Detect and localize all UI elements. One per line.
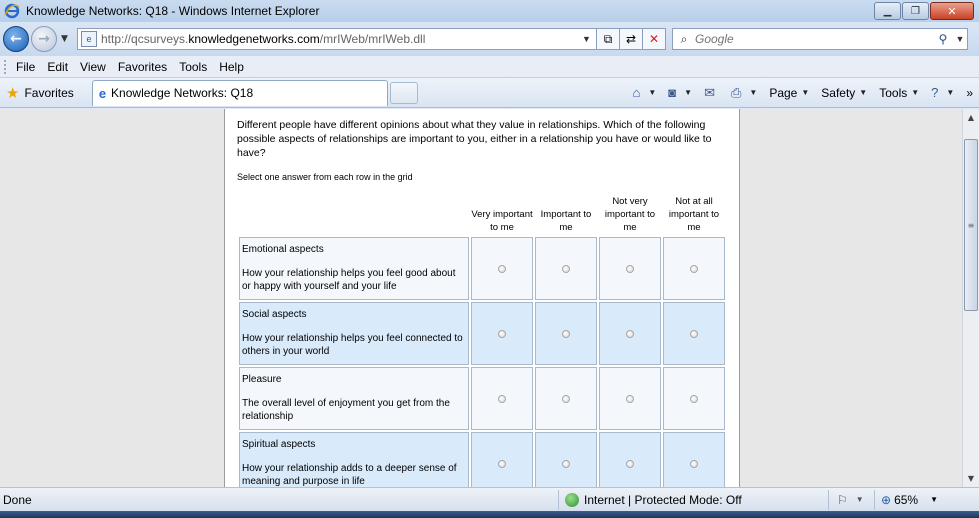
grid-cell[interactable]	[599, 432, 661, 487]
row-description: The overall level of enjoyment you get from the relationship	[242, 398, 450, 422]
radio-button[interactable]	[690, 265, 698, 273]
security-zone[interactable]	[558, 490, 828, 510]
home-icon: ⌂	[632, 85, 641, 100]
grid-row-pleasure	[239, 367, 725, 430]
forward-button[interactable]	[31, 26, 57, 52]
internet-explorer-icon	[4, 3, 20, 19]
radio-button[interactable]	[562, 460, 570, 468]
radio-button[interactable]	[690, 330, 698, 338]
row-label	[239, 302, 469, 365]
row-title: Spiritual aspects	[242, 439, 316, 450]
star-icon: ★	[6, 84, 20, 102]
refresh-icon: ⇄	[625, 32, 637, 46]
double-chevron-right-icon: »	[966, 85, 973, 100]
taskbar-strip	[0, 511, 979, 518]
window-controls	[873, 2, 974, 20]
stop-button[interactable]	[642, 28, 666, 50]
search-icon[interactable]: ⚲	[938, 32, 948, 46]
protected-mode-button[interactable]	[828, 490, 874, 510]
chevron-down-icon: ▼	[930, 495, 939, 504]
radio-button[interactable]	[562, 330, 570, 338]
grid-cell[interactable]	[535, 432, 597, 487]
menu-bar	[0, 56, 979, 78]
grid-cell[interactable]	[471, 237, 533, 300]
grid-cell[interactable]	[599, 367, 661, 430]
mail-button[interactable]	[704, 85, 719, 101]
favorites-label: Favorites	[24, 85, 74, 100]
grid-cell[interactable]	[535, 367, 597, 430]
search-provider-icon: ⌕	[680, 31, 688, 46]
survey-page	[224, 109, 740, 487]
url-prefix: http://qcsurveys.	[101, 32, 189, 46]
grid-cell[interactable]	[471, 432, 533, 487]
favorites-bar	[0, 78, 979, 108]
row-label	[239, 237, 469, 300]
printer-icon: ⎙	[730, 84, 742, 100]
compatibility-view-button[interactable]	[596, 28, 620, 50]
radio-button[interactable]	[498, 395, 506, 403]
grid-cell[interactable]	[663, 367, 725, 430]
zoom-control[interactable]	[874, 490, 938, 510]
row-description: How your relationship helps you feel good about or happy with yourself and your life	[242, 268, 456, 292]
zoom-level: 65%	[894, 492, 919, 507]
chevron-down-icon: ▼	[859, 88, 868, 97]
grid-cell[interactable]	[663, 432, 725, 487]
back-button[interactable]	[3, 26, 29, 52]
chevron-down-icon: ▼	[801, 88, 810, 97]
grid-cell[interactable]	[663, 302, 725, 365]
chevron-down-icon: ▼	[648, 88, 657, 97]
tab-ie-icon: e	[98, 85, 107, 101]
restore-button[interactable]: ❐	[902, 2, 929, 20]
minimize-button[interactable]: ▁	[874, 2, 901, 20]
row-label	[239, 432, 469, 487]
question-text: Different people have different opinions about what they value in relationships. Which of the following possible aspects of relationships are important to you, either in a relationship you have or would like to have?	[237, 119, 712, 159]
answer-grid	[237, 191, 727, 487]
grid-cell[interactable]	[535, 302, 597, 365]
radio-button[interactable]	[498, 460, 506, 468]
tab-title: Knowledge Networks: Q18	[111, 86, 254, 100]
vertical-scrollbar[interactable]	[962, 109, 979, 487]
column-header-not-very-important: Not very important to me	[604, 196, 656, 233]
search-options-icon[interactable]: ▼	[955, 34, 965, 44]
menu-file[interactable]: File	[16, 59, 36, 74]
refresh-button[interactable]	[619, 28, 643, 50]
new-tab-button[interactable]	[390, 82, 418, 104]
feeds-button[interactable]	[668, 85, 692, 100]
radio-button[interactable]	[562, 265, 570, 273]
grid-cell[interactable]	[535, 237, 597, 300]
menu-view[interactable]: View	[80, 59, 106, 74]
chevron-down-icon: ▼	[911, 88, 920, 97]
radio-button[interactable]	[626, 265, 634, 273]
chevron-down-icon: ▼	[855, 495, 864, 504]
stop-icon: ✕	[648, 32, 660, 46]
window-title: Knowledge Networks: Q18 - Windows Internet Explorer	[26, 4, 320, 18]
globe-icon	[565, 493, 579, 507]
row-title: Pleasure	[242, 374, 282, 385]
compatibility-icon: ⧉	[603, 31, 613, 46]
menu-help[interactable]: Help	[219, 59, 244, 74]
home-button[interactable]	[633, 85, 657, 100]
tab-active[interactable]	[92, 80, 388, 106]
close-button[interactable]: ✕	[930, 2, 974, 20]
grid-cell[interactable]	[663, 237, 725, 300]
instruction-text: Select one answer from each row in the grid	[237, 172, 413, 182]
radio-button[interactable]	[498, 265, 506, 273]
shield-icon: ⚐	[837, 492, 848, 507]
chevron-down-icon: ▼	[749, 88, 758, 97]
radio-button[interactable]	[562, 395, 570, 403]
scroll-up-icon[interactable]: ▲	[967, 113, 975, 122]
more-commands-button[interactable]	[966, 86, 973, 100]
back-arrow-icon: ←	[10, 31, 22, 47]
page-menu-label: Page	[769, 85, 798, 100]
address-bar	[0, 22, 979, 56]
safety-menu-label: Safety	[821, 85, 856, 100]
radio-button[interactable]	[498, 330, 506, 338]
menu-edit[interactable]: Edit	[47, 59, 69, 74]
url-domain: knowledgenetworks.com	[188, 32, 320, 46]
column-header-very-important: Very important to me	[471, 209, 533, 233]
tools-menu-label: Tools	[879, 85, 908, 100]
rss-icon: ◙	[668, 85, 677, 100]
grid-row-social	[239, 302, 725, 365]
scroll-down-icon[interactable]: ▼	[967, 474, 975, 483]
grip-icon: ≡	[967, 220, 975, 230]
tools-menu[interactable]	[879, 86, 919, 100]
help-icon: ?	[931, 85, 939, 100]
radio-button[interactable]	[690, 460, 698, 468]
command-bar	[621, 85, 973, 101]
grid-cell[interactable]	[599, 237, 661, 300]
history-dropdown-icon[interactable]: ▼	[61, 34, 68, 44]
forward-arrow-icon: →	[38, 31, 50, 47]
chevron-down-icon: ▼	[684, 88, 693, 97]
grid-corner	[239, 193, 469, 235]
title-bar	[0, 0, 979, 22]
column-header-important: Important to me	[540, 209, 592, 233]
search-box[interactable]	[672, 28, 968, 50]
safety-menu[interactable]	[821, 86, 867, 100]
chevron-down-icon: ▼	[946, 88, 955, 97]
page-viewport	[0, 109, 962, 487]
grid-cell[interactable]	[471, 302, 533, 365]
zoom-icon: ⊕	[881, 492, 892, 507]
radio-button[interactable]	[690, 395, 698, 403]
radio-button[interactable]	[626, 460, 634, 468]
column-header-not-at-all-important: Not at all important to me	[668, 196, 720, 233]
url-dropdown-icon[interactable]: ▼	[582, 34, 591, 44]
status-bar	[0, 487, 979, 511]
menu-favorites[interactable]: Favorites	[117, 59, 168, 74]
row-title: Emotional aspects	[242, 244, 324, 255]
page-menu[interactable]	[769, 86, 809, 100]
row-description: How your relationship adds to a deeper sense of meaning and purpose in life	[242, 463, 457, 487]
grid-row-spiritual	[239, 432, 725, 487]
status-text: Done	[3, 492, 32, 507]
radio-button[interactable]	[626, 330, 634, 338]
scroll-thumb[interactable]	[964, 139, 978, 311]
url-field[interactable]	[77, 28, 597, 50]
mail-icon: ✉	[704, 84, 715, 100]
row-label	[239, 367, 469, 430]
row-description: How your relationship helps you feel connected to others in your world	[242, 333, 463, 357]
page-icon: e	[81, 31, 97, 47]
url-path: /mrIWeb/mrIWeb.dll	[319, 32, 426, 46]
menu-tools[interactable]: Tools	[179, 59, 208, 74]
help-button[interactable]	[931, 85, 954, 100]
row-title: Social aspects	[242, 309, 307, 320]
favorites-button[interactable]	[6, 84, 74, 102]
print-button[interactable]	[731, 85, 757, 101]
zone-text: Internet | Protected Mode: Off	[584, 492, 742, 507]
grid-cell[interactable]	[599, 302, 661, 365]
grid-cell[interactable]	[471, 367, 533, 430]
grid-row-emotional	[239, 237, 725, 300]
url-text[interactable]	[101, 32, 582, 46]
radio-button[interactable]	[626, 395, 634, 403]
search-input[interactable]	[695, 32, 933, 46]
